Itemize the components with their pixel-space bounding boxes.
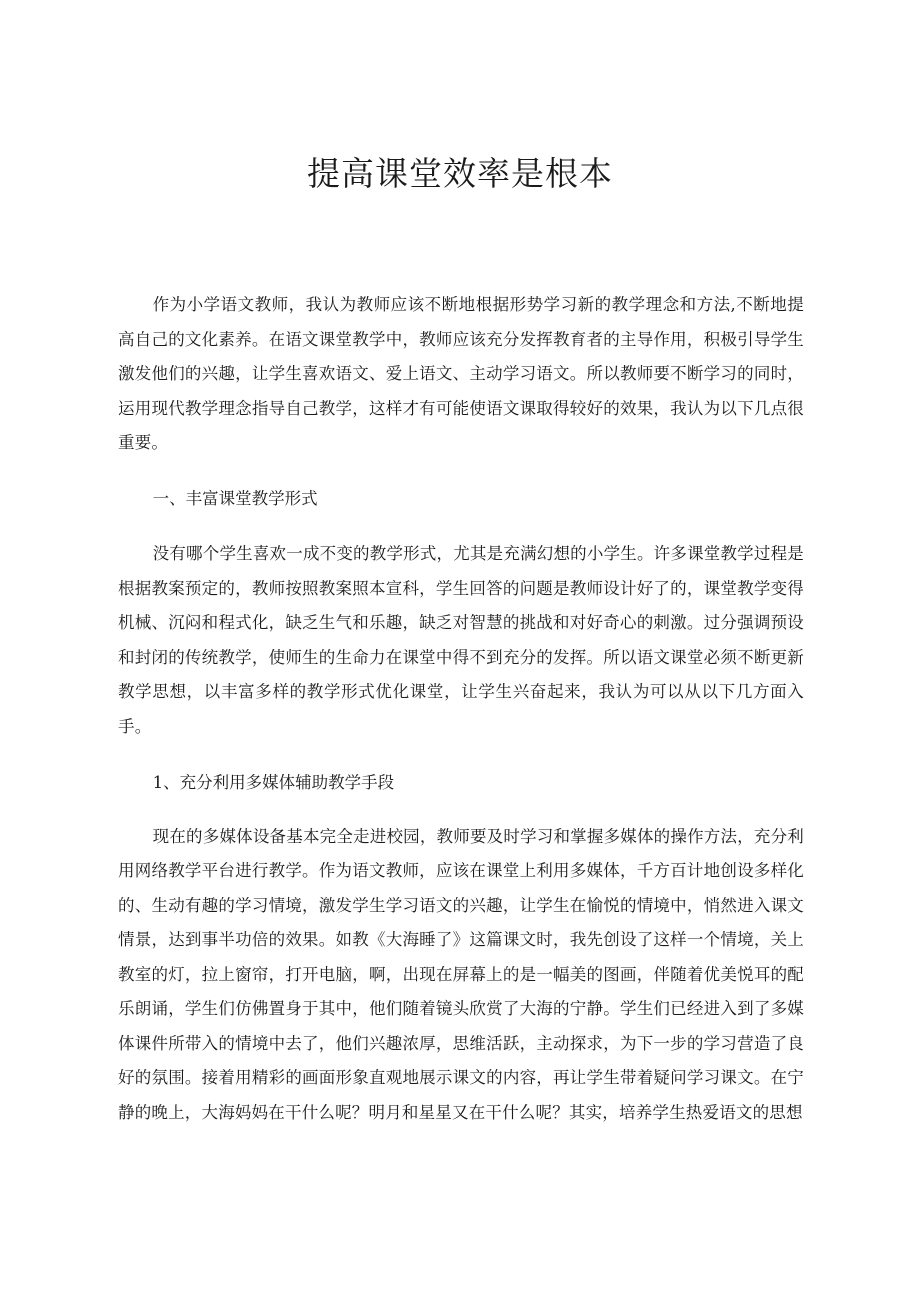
document-title: 提高课堂效率是根本 xyxy=(307,154,613,193)
section-heading-1: 一、丰富课堂教学形式 xyxy=(152,488,318,508)
intro-paragraph: 作为小学语文教师，我认为教师应该不断地根据形势学习新的教学理念和方法,不断地提高自己的文化素养。在语文课堂教学中，教师应该充分发挥教育者的主导作用，积极引导学生激发他们的兴趣，让学生喜欢语文、爱上语文、主动学习语文。所以教师要不断学习的同时，运用现代教学理念指导自己教学，这样才有可能使语文课取得较好的效果，我认为以下几点很重要。 xyxy=(118,295,804,452)
subsection-heading-1: 1、充分利用多媒体辅助教学手段 xyxy=(152,773,395,792)
document-body xyxy=(118,288,804,1130)
subsection-paragraph-1: 现在的多媒体设备基本完全走进校园，教师要及时学习和掌握多媒体的操作方法，充分利用网络教学平台进行教学。作为语文教师，应该在课堂上利用多媒体，千方百计地创设多样化的、生动有趣的学习情境，激发学生学习语文的兴趣，让学生在愉悦的情境中，悄然进入课文情景，达到事半功倍的效果。如教《大海睡了》这篇课文时，我先创设了这样一个情境，关上教室的灯，拉上窗帘，打开电脑，啊，出现在屏幕上的是一幅美的图画，伴随着优美悦耳的配乐朗诵，学生们仿佛置身于其中，他们随着镜头欣赏了大海的宁静。学生们已经进入到了多媒体课件所带入的情境中去了，他们兴趣浓厚，思维活跃，主动探求，为下一步的学习营造了良好的氛围。接着用精彩的画面形象直观地展示课文的内容，再让学生带着疑问学习课文。在宁静的晚上，大海妈妈在干什么呢？明月和星星又在干什么呢？其实，培养学生热爱语文的思想 xyxy=(118,826,804,1122)
section-paragraph-1: 没有哪个学生喜欢一成不变的教学形式，尤其是充满幻想的小学生。许多课堂教学过程是根据教案预定的，教师按照教案照本宣科，学生回答的问题是教师设计好了的，课堂教学变得机械、沉闷和程式化，缺乏生气和乐趣，缺乏对智慧的挑战和对好奇心的刺激。过分强调预设和封闭的传统教学，使师生的生命力在课堂中得不到充分的发挥。所以语文课堂必须不断更新教学思想，以丰富多样的教学形式优化课堂，让学生兴奋起来，我认为可以从以下几方面入手。 xyxy=(118,544,804,736)
